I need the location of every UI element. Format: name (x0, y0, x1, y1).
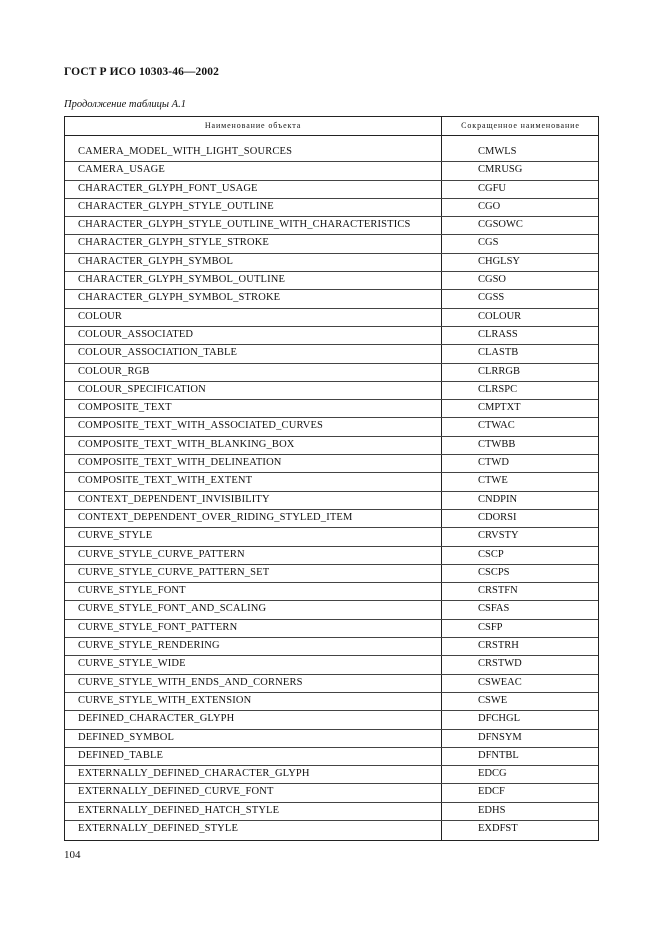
abbreviation-cell: COLOUR (478, 310, 522, 322)
abbreviation-cell: EDCG (478, 768, 507, 780)
object-name-cell: COLOUR (78, 310, 123, 322)
table-row (65, 162, 598, 180)
table-row (65, 601, 598, 619)
table-row (65, 455, 598, 473)
object-name-cell: CURVE_STYLE (78, 530, 153, 542)
header-abbreviation: Сокращенное наименование (461, 121, 580, 130)
table-row (65, 510, 598, 528)
table-row (65, 418, 598, 436)
table-row (65, 766, 598, 784)
table-row (65, 583, 598, 601)
object-name-cell: COLOUR_ASSOCIATION_TABLE (78, 347, 238, 359)
object-name-cell: CURVE_STYLE_WITH_ENDS_AND_CORNERS (78, 676, 303, 688)
abbreviation-cell: CGS (478, 237, 499, 249)
table-row (65, 382, 598, 400)
table-row (65, 711, 598, 729)
abbreviations-table (64, 116, 599, 841)
abbreviation-cell: DFNSYM (478, 731, 522, 743)
standard-designation: ГОСТ Р ИСО 10303-46—2002 (64, 66, 219, 78)
object-name-cell: CURVE_STYLE_FONT_AND_SCALING (78, 603, 267, 615)
table-row (65, 364, 598, 382)
abbreviation-cell: CGSS (478, 292, 505, 304)
table-row (65, 400, 598, 418)
abbreviation-cell: CDORSI (478, 511, 517, 523)
object-name-cell: DEFINED_CHARACTER_GLYPH (78, 713, 235, 725)
table-row (65, 821, 598, 839)
table-row (65, 730, 598, 748)
object-name-cell: CONTEXT_DEPENDENT_OVER_RIDING_STYLED_ITEM (78, 511, 353, 523)
object-name-cell: COLOUR_RGB (78, 365, 150, 377)
object-name-cell: CURVE_STYLE_CURVE_PATTERN_SET (78, 566, 270, 578)
object-name-cell: EXTERNALLY_DEFINED_CURVE_FONT (78, 786, 274, 798)
abbreviation-cell: EDHS (478, 804, 506, 816)
abbreviation-cell: CGSOWC (478, 219, 523, 231)
table-row (65, 492, 598, 510)
table-row (65, 656, 598, 674)
abbreviation-cell: CTWBB (478, 438, 516, 450)
object-name-cell: DEFINED_TABLE (78, 749, 164, 761)
object-name-cell: COLOUR_ASSOCIATED (78, 328, 194, 340)
abbreviation-cell: CSCP (478, 548, 504, 560)
object-name-cell: CAMERA_MODEL_WITH_LIGHT_SOURCES (78, 146, 293, 157)
abbreviation-cell: CTWE (478, 475, 508, 487)
abbreviation-cell: CMWLS (478, 146, 517, 157)
object-name-cell: COMPOSITE_TEXT_WITH_EXTENT (78, 475, 253, 487)
object-name-cell: CONTEXT_DEPENDENT_INVISIBILITY (78, 493, 270, 505)
abbreviation-cell: EDCF (478, 786, 505, 798)
object-name-cell: CHARACTER_GLYPH_STYLE_OUTLINE_WITH_CHARACTERISTICS (78, 219, 411, 231)
table-row (65, 309, 598, 327)
object-name-cell: CHARACTER_GLYPH_STYLE_STROKE (78, 237, 269, 249)
abbreviation-cell: CSFAS (478, 603, 510, 615)
table-row (65, 345, 598, 363)
abbreviation-cell: CRSTRH (478, 640, 519, 652)
table-row (65, 620, 598, 638)
abbreviation-cell: CGSO (478, 274, 507, 286)
table-row (65, 675, 598, 693)
table-row (65, 784, 598, 802)
table-body (65, 144, 598, 839)
table-row (65, 272, 598, 290)
abbreviation-cell: CTWD (478, 457, 509, 469)
table-row (65, 437, 598, 455)
abbreviation-cell: CLRRGB (478, 365, 521, 377)
object-name-cell: CURVE_STYLE_WIDE (78, 658, 186, 670)
abbreviation-cell: DFNTBL (478, 749, 519, 761)
object-name-cell: COMPOSITE_TEXT_WITH_ASSOCIATED_CURVES (78, 420, 324, 432)
object-name-cell: CHARACTER_GLYPH_SYMBOL_STROKE (78, 292, 281, 304)
table-row (65, 235, 598, 253)
abbreviation-cell: CGO (478, 200, 501, 212)
object-name-cell: CURVE_STYLE_FONT_PATTERN (78, 621, 238, 633)
page-number: 104 (64, 849, 81, 861)
abbreviation-cell: CSCPS (478, 566, 510, 578)
object-name-cell: CURVE_STYLE_WITH_EXTENSION (78, 694, 252, 706)
table-row (65, 638, 598, 656)
object-name-cell: EXTERNALLY_DEFINED_CHARACTER_GLYPH (78, 768, 310, 780)
table-row (65, 144, 598, 162)
abbreviation-cell: EXDFST (478, 822, 518, 834)
object-name-cell: CURVE_STYLE_RENDERING (78, 640, 220, 652)
table-header (65, 117, 598, 136)
object-name-cell: CAMERA_USAGE (78, 164, 165, 176)
abbreviation-cell: CMRUSG (478, 164, 523, 176)
abbreviation-cell: CMPTXT (478, 402, 521, 414)
table-row (65, 748, 598, 766)
object-name-cell: CURVE_STYLE_CURVE_PATTERN (78, 548, 245, 560)
table-row (65, 327, 598, 345)
table-row (65, 254, 598, 272)
abbreviation-cell: CRSTWD (478, 658, 522, 670)
table-row (65, 547, 598, 565)
abbreviation-cell: CSWE (478, 694, 508, 706)
table-row (65, 693, 598, 711)
object-name-cell: CHARACTER_GLYPH_SYMBOL (78, 255, 234, 267)
table-row (65, 528, 598, 546)
object-name-cell: EXTERNALLY_DEFINED_HATCH_STYLE (78, 804, 280, 816)
table-row (65, 290, 598, 308)
abbreviation-cell: CLASTB (478, 347, 519, 359)
table-row (65, 473, 598, 491)
object-name-cell: COMPOSITE_TEXT_WITH_BLANKING_BOX (78, 438, 295, 450)
object-name-cell: COLOUR_SPECIFICATION (78, 383, 206, 395)
object-name-cell: EXTERNALLY_DEFINED_STYLE (78, 822, 239, 834)
abbreviation-cell: CLRASS (478, 328, 518, 340)
abbreviation-cell: CHGLSY (478, 255, 521, 267)
abbreviation-cell: CLRSPC (478, 383, 518, 395)
object-name-cell: CHARACTER_GLYPH_SYMBOL_OUTLINE (78, 274, 286, 286)
object-name-cell: DEFINED_SYMBOL (78, 731, 175, 743)
table-row (65, 803, 598, 821)
header-object-name: Наименование объекта (204, 121, 302, 130)
abbreviation-cell: CGFU (478, 182, 507, 194)
object-name-cell: CHARACTER_GLYPH_FONT_USAGE (78, 182, 258, 194)
abbreviation-cell: DFCHGL (478, 713, 521, 725)
abbreviation-cell: CSWEAC (478, 676, 522, 688)
table-row (65, 181, 598, 199)
abbreviation-cell: CRVSTY (478, 530, 519, 542)
object-name-cell: COMPOSITE_TEXT_WITH_DELINEATION (78, 457, 282, 469)
abbreviation-cell: CSFP (478, 621, 503, 633)
abbreviation-cell: CRSTFN (478, 585, 518, 597)
abbreviation-cell: CTWAC (478, 420, 515, 432)
table-row (65, 565, 598, 583)
object-name-cell: CHARACTER_GLYPH_STYLE_OUTLINE (78, 200, 274, 212)
table-caption: Продолжение таблицы А.1 (64, 99, 186, 110)
abbreviation-cell: CNDPIN (478, 493, 518, 505)
object-name-cell: COMPOSITE_TEXT (78, 402, 172, 414)
table-row (65, 199, 598, 217)
object-name-cell: CURVE_STYLE_FONT (78, 585, 186, 597)
table-row (65, 217, 598, 235)
